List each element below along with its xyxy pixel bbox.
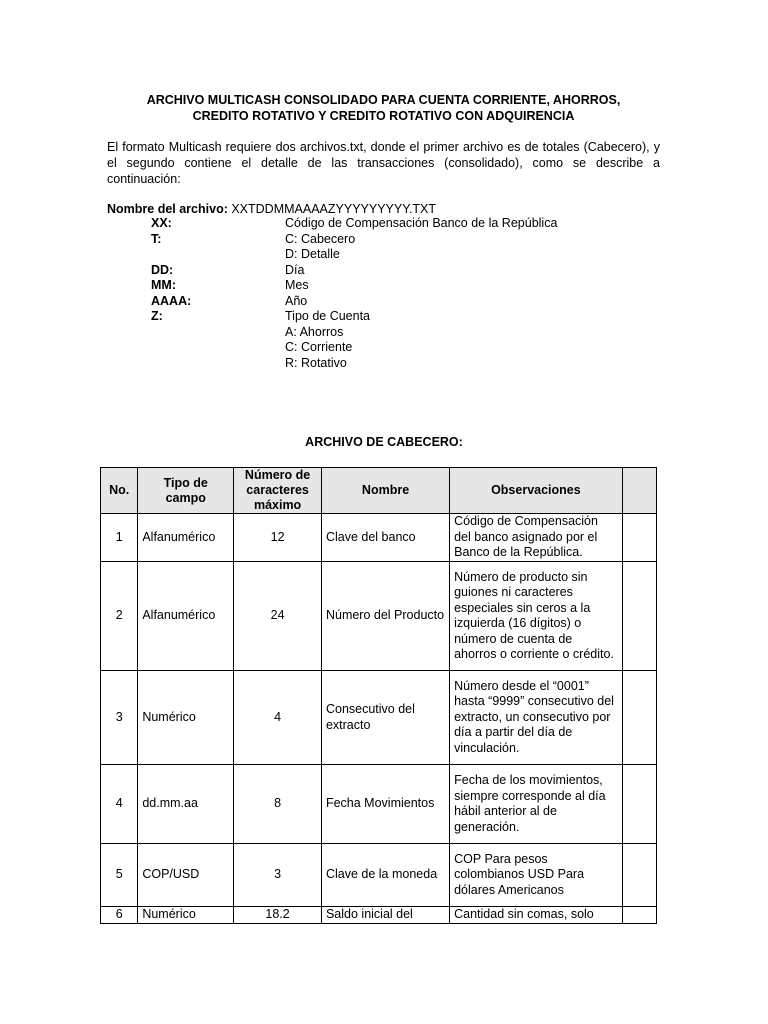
cell-tipo: dd.mm.aa <box>138 765 234 844</box>
cell-extra <box>622 514 656 562</box>
cell-num: 4 <box>234 671 322 765</box>
table-row <box>101 844 657 907</box>
code-value: C: Cabecero <box>285 231 356 246</box>
cell-observaciones: Fecha de los movimientos, siempre corresponde al día hábil anterior al de generación. <box>450 765 623 844</box>
code-value: R: Rotativo <box>285 355 347 370</box>
cell-no: 5 <box>101 844 138 907</box>
filename-value: XXTDDMMAAAAZYYYYYYYYY.TXT <box>227 202 437 216</box>
code-row-t <box>151 232 557 263</box>
cell-tipo: Numérico <box>138 907 234 924</box>
header-num: Número de caracteres máximo <box>234 468 322 514</box>
code-key: DD: <box>151 262 174 277</box>
code-value: Tipo de Cuenta <box>285 309 371 323</box>
filename-codes <box>151 216 557 371</box>
cell-tipo: Alfanumérico <box>138 562 234 671</box>
cell-nombre: Clave del banco <box>321 514 449 562</box>
code-key: MM: <box>151 278 176 292</box>
cell-extra <box>622 671 656 765</box>
cell-observaciones: Número de producto sin guiones ni caracteres especiales sin ceros a la izquierda (16 dígitos) o número de cuenta de ahorros o corriente o crédito. <box>450 562 623 671</box>
cell-observaciones: COP Para pesos colombianos USD Para dólares Americanos <box>450 844 623 907</box>
cell-extra <box>622 765 656 844</box>
cell-nombre: Número del Producto <box>321 562 449 671</box>
code-value: Código de Compensación Banco de la República <box>285 216 558 230</box>
cell-num: 3 <box>234 844 322 907</box>
code-row-mm <box>151 278 557 294</box>
cell-num: 12 <box>234 514 322 562</box>
document-title <box>107 92 660 124</box>
code-value: Mes <box>285 278 309 292</box>
header-no: No. <box>101 468 138 514</box>
cell-no: 4 <box>101 765 138 844</box>
code-row-xx <box>151 216 557 232</box>
title-line-1: ARCHIVO MULTICASH CONSOLIDADO PARA CUENTA CORRIENTE, AHORROS, <box>146 93 621 107</box>
code-value: D: Detalle <box>285 247 340 261</box>
header-nombre: Nombre <box>321 468 449 514</box>
code-value: A: Ahorros <box>285 324 344 339</box>
filename-line <box>107 201 436 217</box>
code-key: Z: <box>151 309 163 323</box>
cell-tipo: COP/USD <box>138 844 234 907</box>
cell-no: 3 <box>101 671 138 765</box>
cell-tipo: Alfanumérico <box>138 514 234 562</box>
table-row <box>101 562 657 671</box>
cell-extra <box>622 907 656 924</box>
table-row <box>101 907 657 924</box>
cell-observaciones: Código de Compensación del banco asignado por el Banco de la República. <box>450 514 623 562</box>
cell-nombre: Fecha Movimientos <box>321 765 449 844</box>
cell-tipo: Numérico <box>138 671 234 765</box>
title-line-2: CREDITO ROTATIVO Y CREDITO ROTATIVO CON ADQUIRENCIA <box>192 109 575 123</box>
table-row <box>101 514 657 562</box>
cell-nombre: Consecutivo del extracto <box>321 671 449 765</box>
cell-no: 6 <box>101 907 138 924</box>
header-extra <box>622 468 656 514</box>
cell-observaciones: Número desde el “0001” hasta “9999” consecutivo del extracto, un consecutivo por día a partir del día de vinculación. <box>450 671 623 765</box>
cell-no: 2 <box>101 562 138 671</box>
cabecero-table <box>100 467 657 924</box>
cell-no: 1 <box>101 514 138 562</box>
cell-extra <box>622 844 656 907</box>
code-value: Día <box>285 262 305 277</box>
intro-paragraph: El formato Multicash requiere dos archivos.txt, donde el primer archivo es de totales (Cabecero), y el segundo contiene el detalle de las transacciones (consolidado), como se describe a continuación: <box>107 140 660 186</box>
cell-nombre: Clave de la moneda <box>321 844 449 907</box>
code-key: AAAA: <box>151 293 192 308</box>
header-observaciones: Observaciones <box>450 468 623 514</box>
code-key: XX: <box>151 216 172 230</box>
code-row-z <box>151 309 557 371</box>
table-row <box>101 671 657 765</box>
table-header-row <box>101 468 657 514</box>
cell-observaciones: Cantidad sin comas, solo <box>450 907 623 924</box>
code-row-dd <box>151 263 557 279</box>
cell-num: 18.2 <box>234 907 322 924</box>
filename-label: Nombre del archivo: <box>107 202 228 216</box>
header-tipo: Tipo de campo <box>138 468 234 514</box>
cell-nombre: Saldo inicial del <box>321 907 449 924</box>
code-value: C: Corriente <box>285 340 353 354</box>
code-value: Año <box>285 293 308 308</box>
cell-num: 24 <box>234 562 322 671</box>
table-row <box>101 765 657 844</box>
section-title: ARCHIVO DE CABECERO: <box>305 435 463 449</box>
cell-num: 8 <box>234 765 322 844</box>
cell-extra <box>622 562 656 671</box>
code-row-aaaa <box>151 294 557 310</box>
code-key: T: <box>151 231 162 246</box>
